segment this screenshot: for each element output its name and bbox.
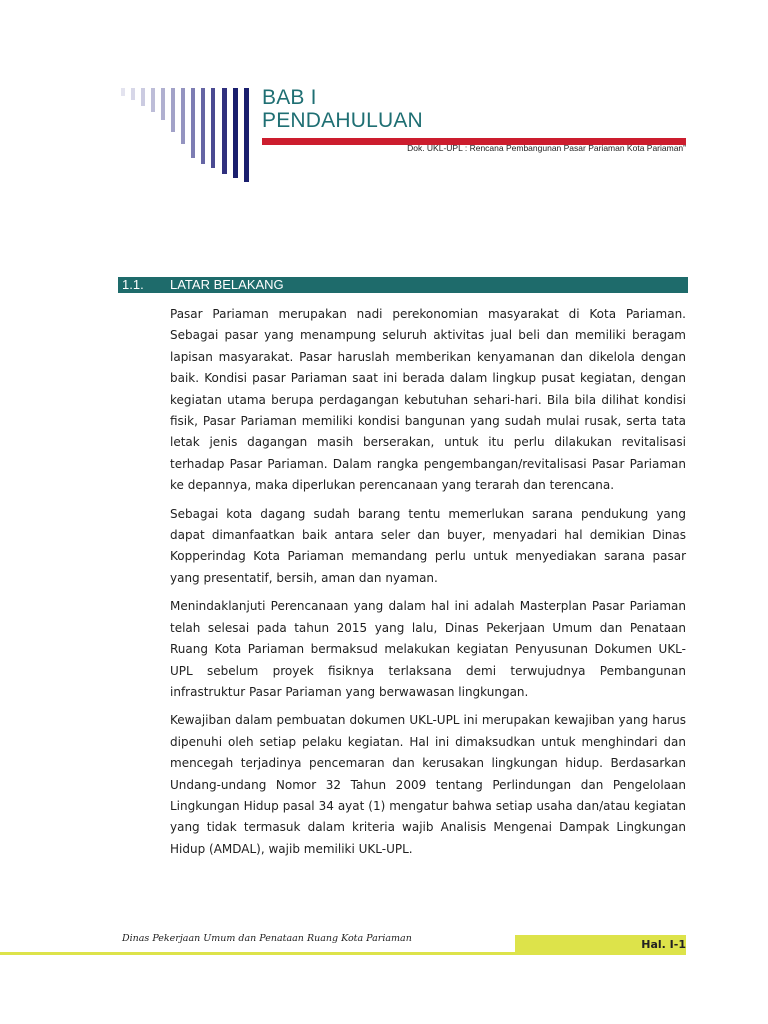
bar-3 — [141, 88, 145, 106]
bar-8 — [191, 88, 195, 158]
bar-11 — [222, 88, 227, 174]
bar-5 — [161, 88, 165, 120]
paragraph-4: Kewajiban dalam pembuatan dokumen UKL-UPL ini merupakan kewajiban yang harus dipenuhi oleh setiap pelaku kegiatan. Hal ini dimaksudkan untuk menghindari dan mencegah terjadinya pencemaran dan kerusakan lingkungan hidup. Berdasarkan Undang-undang Nomor 32 Tahun 2009 tentang Perlindungan dan Pengelolaan Lingkungan Hidup pasal 34 ayat (1) mengatur bahwa setiap usaha dan/atau kegiatan yang tidak termasuk dalam kriteria wajib Analisis Mengenai Dampak Lingkungan Hidup (AMDAL), wajib memiliki UKL-UPL. — [170, 713, 686, 856]
chapter-heading — [262, 86, 423, 132]
paragraph-3: Menindaklanjuti Perencanaan yang dalam hal ini adalah Masterplan Pasar Pariaman telah selesai pada tahun 2015 yang lalu, Dinas Pekerjaan Umum dan Penataan Ruang Kota Pariaman bermaksud melakukan kegiatan Penyusunan Dokumen UKL-UPL sebelum proyek fisiknya terlaksana demi terwujudnya Pembangunan infrastruktur Pasar Pariaman yang berwawasan lingkungan. — [170, 599, 686, 699]
section-heading-bar — [118, 277, 688, 293]
bar-6 — [171, 88, 175, 132]
bar-7 — [181, 88, 185, 144]
body-text — [170, 304, 686, 867]
bar-9 — [201, 88, 205, 164]
bar-13 — [244, 88, 249, 182]
chapter-title: PENDAHULUAN — [262, 109, 423, 132]
section-title: LATAR BELAKANG — [170, 277, 284, 292]
chapter-label: BAB I — [262, 86, 317, 109]
document-reference: Dok. UKL-UPL : Rencana Pembangunan Pasar Pariaman Kota Pariaman” — [407, 143, 686, 153]
footer-organization: Dinas Pekerjaan Umum dan Penataan Ruang Kota Pariaman — [122, 933, 412, 944]
paragraph-2: Sebagai kota dagang sudah barang tentu memerlukan sarana pendukung yang dapat dimanfaatkan baik antara seler dan buyer, menyadari hal demikian Dinas Kopperindag Kota Pariaman memandang perlu untuk menyediakan sarana pasar yang presentatif, bersih, aman dan nyaman. — [170, 506, 686, 585]
paragraph-1: Pasar Pariaman merupakan nadi perekonomian masyarakat di Kota Pariaman. Sebagai pasar yang menampung seluruh aktivitas jual beli dan memiliki beragam lapisan masyarakat. Pasar haruslah memberikan kenyamanan dan dikelola dengan baik. Kondisi pasar Pariaman saat ini berada dalam lingkup pusat kegiatan, dengan kegiatan utama berupa perdagangan kebutuhan sehari-hari. Bila bila dilihat kondisi fisik, Pasar Pariaman memiliki kondisi bangunan yang sudah mulai rusak, serta tata letak jenis dagangan masih berserakan, untuk itu perlu dilakukan revitalisasi terhadap Pasar Pariaman. Dalam rangka pengembangan/revitalisasi Pasar Pariaman ke depannya, maka diperlukan perencanaan yang terarah dan terencana. — [170, 307, 686, 493]
section-number: 1.1. — [122, 277, 144, 292]
bar-1 — [121, 88, 125, 96]
decorative-vertical-bars — [0, 0, 260, 200]
bar-2 — [131, 88, 135, 100]
bar-10 — [211, 88, 215, 168]
page-number: Hal. I-1 — [641, 938, 686, 951]
bar-12 — [233, 88, 238, 178]
bar-4 — [151, 88, 155, 112]
